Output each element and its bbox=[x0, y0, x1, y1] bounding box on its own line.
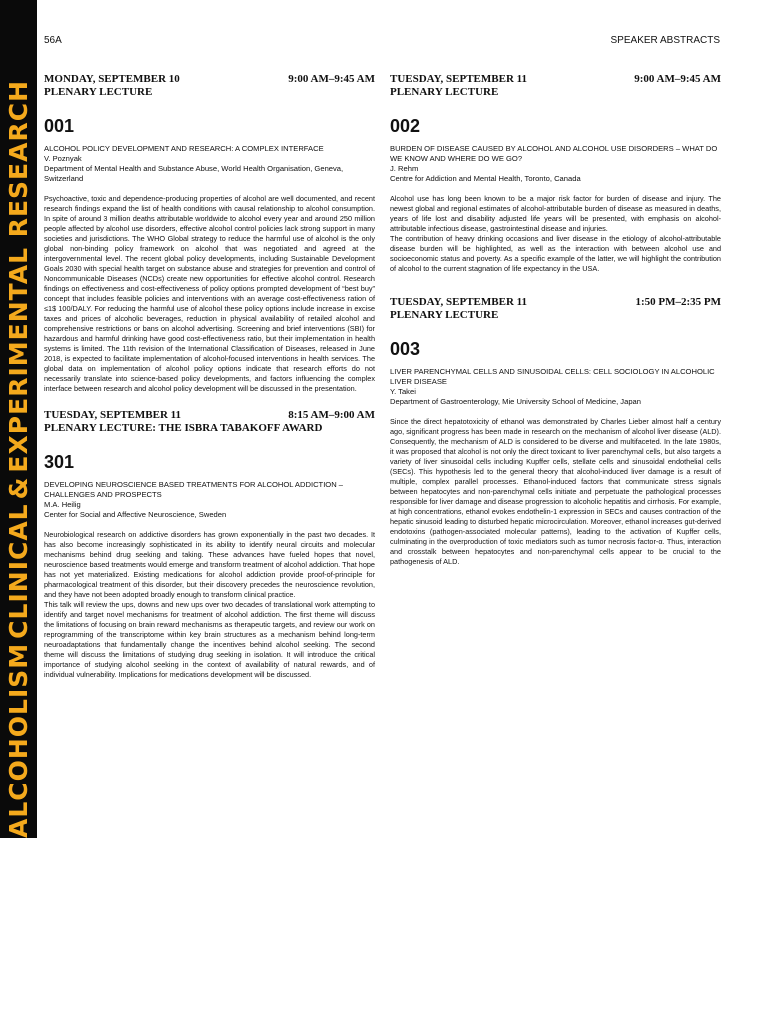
abstract-301 bbox=[44, 409, 375, 680]
session-day: TUESDAY, SEPTEMBER 11 bbox=[390, 73, 528, 85]
abstract-title: BURDEN OF DISEASE CAUSED BY ALCOHOL AND ALCOHOL USE DISORDERS – WHAT DO WE KNOW AND WHERE DO WE GO? bbox=[390, 144, 718, 163]
abstract-001 bbox=[44, 73, 375, 394]
session-heading bbox=[390, 73, 721, 99]
session-time: 1:50 PM–2:35 PM bbox=[635, 296, 721, 308]
right-column bbox=[390, 73, 721, 567]
session-heading bbox=[44, 73, 375, 99]
abstract-paragraph: The contribution of heavy drinking occasions and liver disease in the etiology of alcohol-attributable disease burden will be highlighted, as well as the interaction with between alcohol use and socioeconomic status and poverty. As a specific example of the latter, we will highlight the contribution of alcohol to the current stagnation of life expectancy in the USA. bbox=[390, 234, 721, 273]
abstract-affiliation: Center for Social and Affective Neuroscience, Sweden bbox=[44, 510, 227, 519]
abstract-affiliation: Centre for Addiction and Mental Health, Toronto, Canada bbox=[390, 174, 581, 183]
journal-title-part1: ALCOHOLISM bbox=[4, 642, 33, 838]
journal-title-vertical bbox=[0, 0, 37, 838]
abstract-paragraph: Since the direct hepatotoxicity of ethanol was demonstrated by Charles Lieber almost half a century ago, significant progress has been made in research on the mechanism of alcohol liver disease (ALD). Consequently, the mechanism of ALD is considered to be diverse and multifaceted. In the late 1980s, it was proposed that alcohol is not only the direct toxicant to liver parenchymal cells, but also targets a variety of liver sinusoidal cells including Kupffer cells, stellate cells and sinusoidal endothelial cells (SECs). This hypothesis led to the general theory that alcohol-induced liver damage is a result of multiple, complex parallel processes. Ethanol-induced factors that communicate stress signals between hepatocytes and non-parenchymal cells initiate and perpetuate the pathological processes responsible for liver damage and disease progression to alcoholic hepatitis and cirrhosis. For example, at high concentrations, ethanol evokes endothelin-1 expression in SECs and causes contraction of the hepatic sinusoid leading to disturbed hepatic microcirculation. Moreover, ethanol increases gut-derived endotoxins (pathogen-associated molecular patterns), leading to the activation of Kupffer cells, culminating in the overproduction of toxic mediators such as tumor necrosis factor-α. Thus, interaction and crosstalk between hepatocytes and non-parenchymal cells appear to be crucial to the pathogenesis of ALD. bbox=[390, 417, 721, 566]
abstract-number: 001 bbox=[44, 116, 75, 136]
session-time: 9:00 AM–9:45 AM bbox=[288, 73, 375, 85]
abstract-paragraph: This talk will review the ups, downs and new ups over two decades of translational work attempting to identify and target novel mechanisms for treatment of alcohol addiction. The first theme will discuss the limitations of focusing on brain reward mechanisms as therapeutic targets, and review our work on reprogramming of the transcriptome within key brain structures as a mechanism behind long-term neuroadaptations that fundamentally change the incentives behind alcohol seeking. The second theme will discuss the limitations of studying drug seeking in isolation. It will introduce the critical importance of studying alcohol seeking in the context of availability of natural rewards, and of individual vulnerability. Implications for medications development will be discussed. bbox=[44, 600, 375, 679]
journal-title-part2: CLINICAL bbox=[4, 503, 33, 639]
abstract-author: M.A. Heilig bbox=[44, 500, 81, 509]
session-type: PLENARY LECTURE: THE ISBRA TABAKOFF AWARD bbox=[44, 422, 323, 434]
session-type: PLENARY LECTURE bbox=[390, 86, 499, 98]
abstract-number: 301 bbox=[44, 452, 75, 472]
session-heading bbox=[44, 409, 375, 435]
abstract-number: 003 bbox=[390, 339, 421, 359]
abstract-body bbox=[390, 194, 721, 274]
session-heading bbox=[390, 296, 721, 322]
journal-sidebar bbox=[0, 0, 37, 838]
journal-title-ampersand: & bbox=[4, 476, 33, 500]
abstract-title: ALCOHOL POLICY DEVELOPMENT AND RESEARCH: A COMPLEX INTERFACE bbox=[44, 144, 324, 153]
abstract-affiliation: Department of Gastroenterology, Mie University School of Medicine, Japan bbox=[390, 397, 641, 406]
abstract-title: LIVER PARENCHYMAL CELLS AND SINUSOIDAL CELLS: CELL SOCIOLOGY IN ALCOHOLIC LIVER DISEASE bbox=[390, 367, 715, 386]
abstract-003 bbox=[390, 296, 721, 567]
session-day: TUESDAY, SEPTEMBER 11 bbox=[390, 296, 528, 308]
left-column bbox=[44, 73, 375, 680]
abstract-title: DEVELOPING NEUROSCIENCE BASED TREATMENTS FOR ALCOHOL ADDICTION – CHALLENGES AND PROSPECTS bbox=[44, 480, 344, 499]
session-time: 8:15 AM–9:00 AM bbox=[288, 409, 375, 421]
abstract-002 bbox=[390, 73, 721, 274]
journal-title-part3: EXPERIMENTAL RESEARCH bbox=[4, 80, 33, 473]
abstract-paragraph: Neurobiological research on addictive disorders has grown exponentially in the past two decades. It has also become increasingly sophisticated in its ability to identify neural circuits and molecular mechanisms behind drug seeking and taking. These advances have fueled hopes that novel, neuroscience based treatments would emerge and transform treatment of alcohol addiction. That hope has not yet materialized. Existing medications for alcohol addiction provide proof-of-principle for pharmacological treatment of this disorder, but their discovery precedes the neuroscience revolution, and they have not been adopted broadly enough to transform clinical practice. bbox=[44, 530, 375, 599]
abstract-author: J. Rehm bbox=[390, 164, 419, 173]
abstract-body bbox=[390, 417, 721, 567]
session-day: MONDAY, SEPTEMBER 10 bbox=[44, 73, 180, 85]
session-type: PLENARY LECTURE bbox=[44, 86, 153, 98]
abstract-paragraph: Alcohol use has long been known to be a major risk factor for burden of disease and injury. The newest global and regional estimates of alcohol-attributable burden of disease as measured in deaths, years of life lost and disability adjusted life years will be presented, with emphasis on alcohol-attributable infectious disease, gastrointestinal disease and injuries. bbox=[390, 194, 721, 233]
abstract-paragraph: Psychoactive, toxic and dependence-producing properties of alcohol are well documented, and recent research findings expand the list of health conditions with causal relationship to alcohol consumption. In spite of around 3 million deaths attributable worldwide to alcohol every year and around 250 million people affected by alcohol use disorders, effective alcohol control policies lack strong support in many societies and jurisdictions. The WHO Global strategy to reduce the harmful use of alcohol is the only global non-binding policy framework on alcohol that was negotiated and agreed at the intergovernmental level. The recent global policy developments, including Sustainable Development Goals 2030 with special health target on substance abuse and strategies for prevention and control of Noncommunicable Diseases (NCDs) create new opportunities for effective alcohol control. Research findings on effectiveness and cost-effectiveness of policy options prompted development of “best buy” concept that includes feasible policies and interventions with an average cost-effectiveness ration of ≤1$ 100/DALY. For reducing the harmful use of alcohol these policy options include increase in excise taxes and prices of alcoholic beverages, reduction in physical availability of retailed alcohol and comprehensive restrictions or bans on alcohol advertising. Screening and brief interventions (SBI) for hazardous and harmful drinking have good cost-effectiveness ratio, but their implementation in health systems is limited. The 11th revision of the International Classification of Diseases, released in June 2018, is expected to facilitate implementation of alcohol-focused interventions in health services. The global data on implementation of alcohol policy options indicate that research efforts do not necessarily translate into science-based policy developments, and factors influencing the complex interface between research and alcohol policy development will be discussed in the presentation. bbox=[44, 194, 375, 393]
abstract-author: V. Poznyak bbox=[44, 154, 82, 163]
abstract-body bbox=[44, 530, 375, 680]
session-type: PLENARY LECTURE bbox=[390, 309, 499, 321]
page-number: 56A bbox=[44, 35, 62, 46]
session-time: 9:00 AM–9:45 AM bbox=[634, 73, 721, 85]
abstract-affiliation: Department of Mental Health and Substance Abuse, World Health Organisation, Geneva, Switzerland bbox=[44, 164, 344, 183]
abstract-author: Y. Takei bbox=[390, 387, 416, 396]
section-header: SPEAKER ABSTRACTS bbox=[610, 35, 720, 46]
session-day: TUESDAY, SEPTEMBER 11 bbox=[44, 409, 182, 421]
abstract-number: 002 bbox=[390, 116, 421, 136]
abstract-body bbox=[44, 194, 375, 394]
